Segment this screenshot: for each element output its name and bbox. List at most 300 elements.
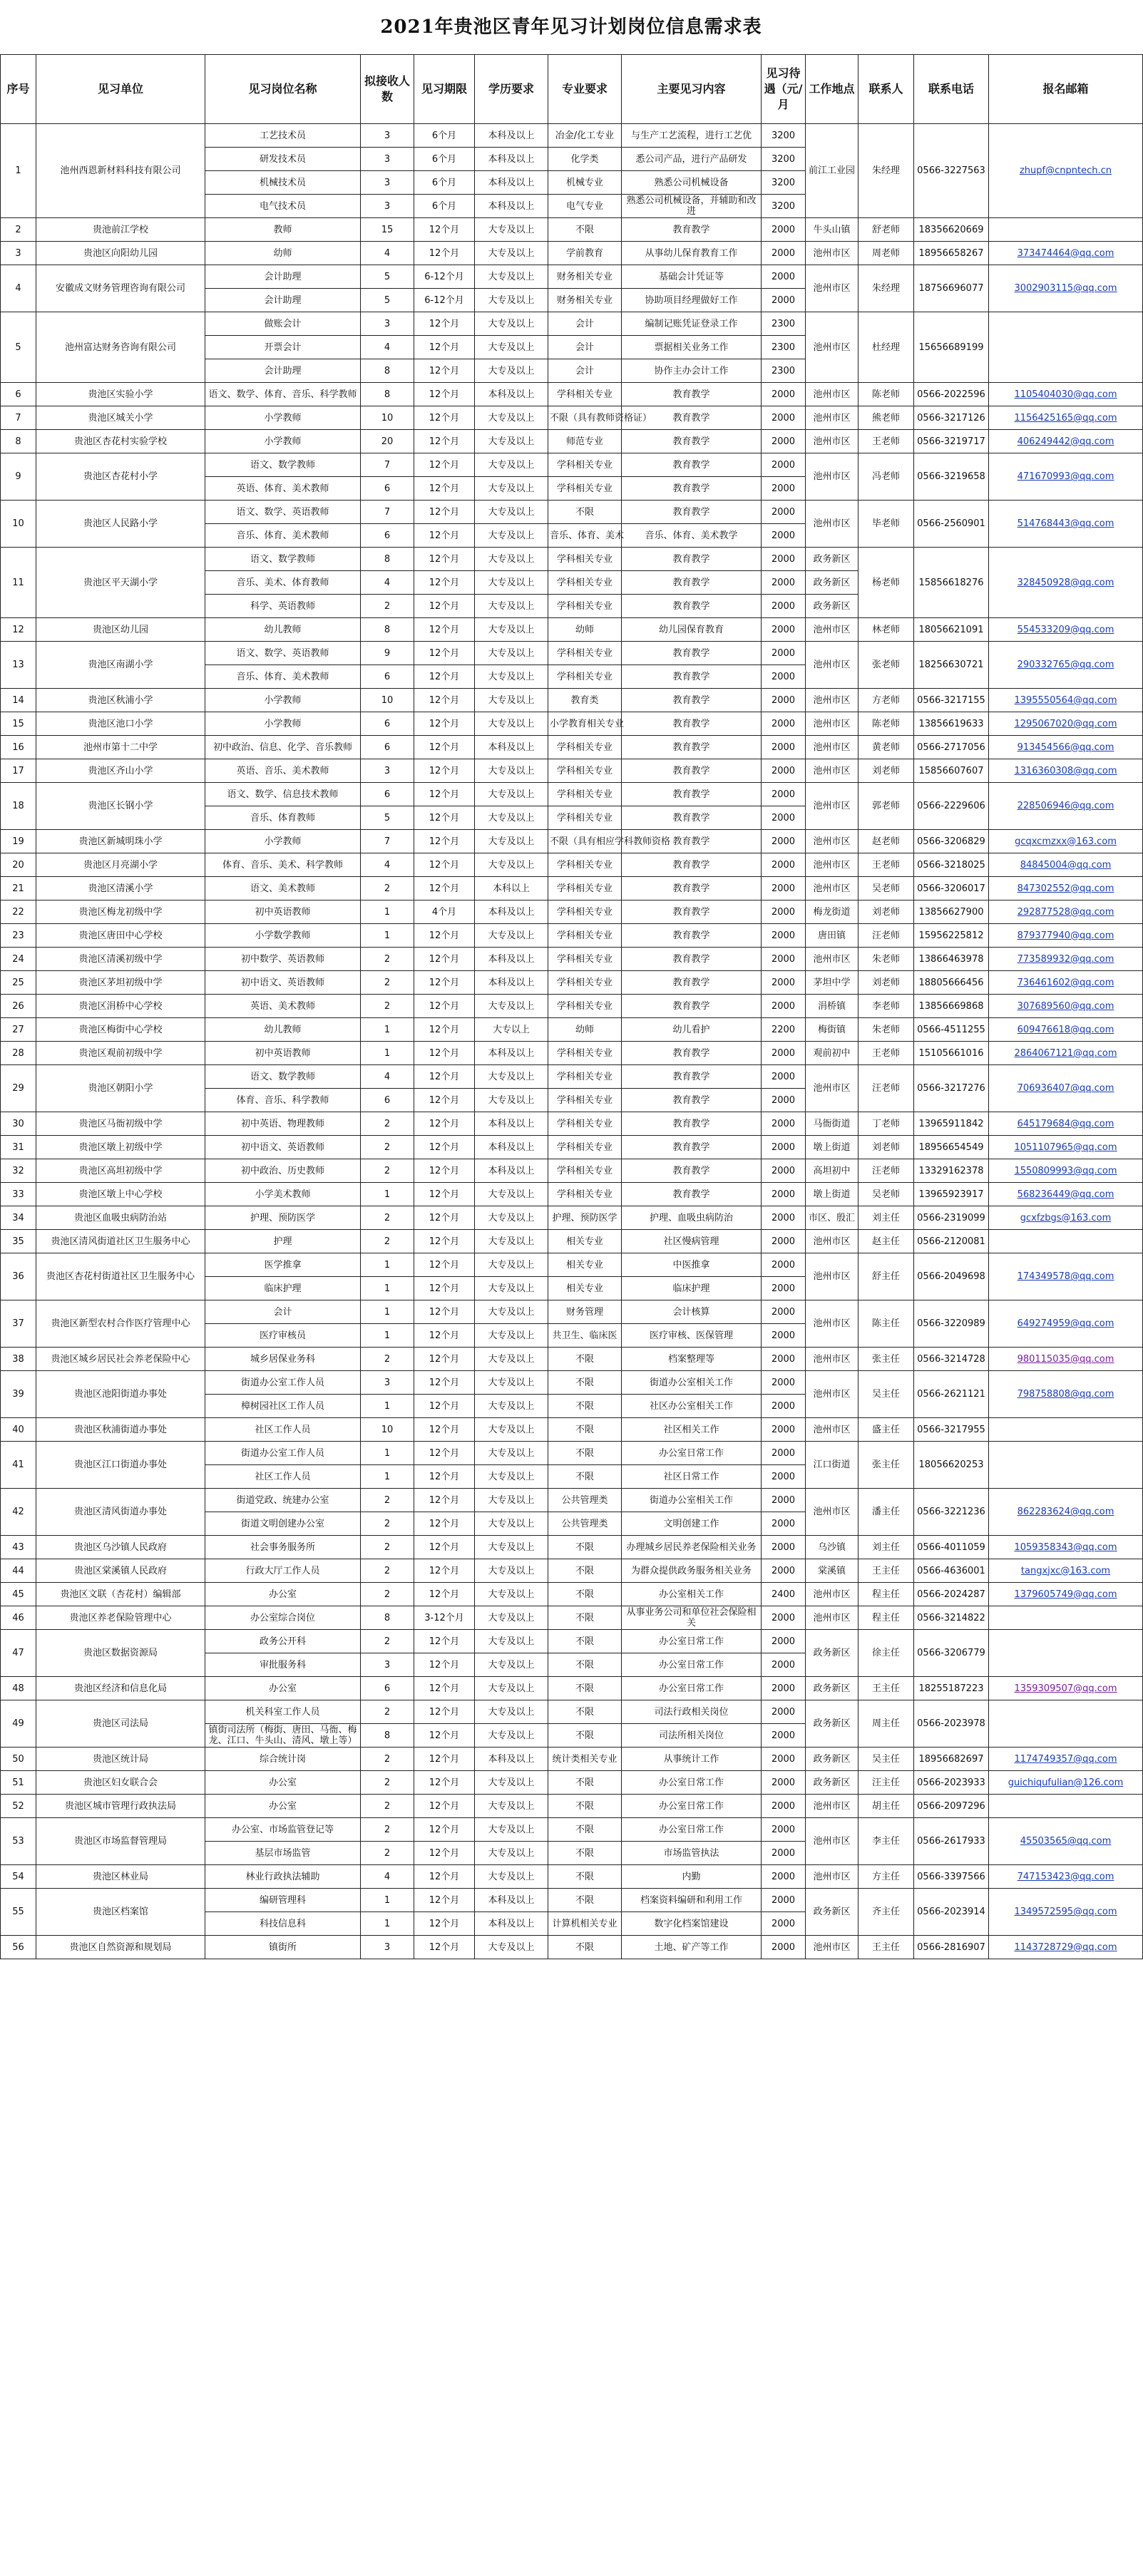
row-content: 教育教学	[622, 900, 762, 924]
row-content: 教育教学	[622, 783, 762, 806]
table-row	[1, 453, 1143, 477]
row-email[interactable]: 2864067121@qq.com	[989, 1042, 1143, 1065]
row-content: 幼儿园保育教育	[622, 618, 762, 642]
row-num: 1	[361, 1465, 414, 1489]
row-major: 学科相关专业	[548, 948, 622, 971]
row-contact: 王主任	[858, 1677, 914, 1700]
row-email[interactable]: 1316360308@qq.com	[989, 759, 1143, 783]
row-content: 办公室日常工作	[622, 1771, 762, 1795]
row-email	[989, 1606, 1143, 1630]
row-contact: 黄老师	[858, 736, 914, 759]
row-email[interactable]: 862283624@qq.com	[989, 1489, 1143, 1536]
row-major: 不限	[548, 1700, 622, 1724]
row-post: 会计助理	[205, 265, 361, 289]
row-phone: 0566-2229606	[914, 783, 989, 830]
row-unit: 贵池区林业局	[36, 1865, 205, 1889]
row-content: 档案资料编研和利用工作	[622, 1889, 762, 1912]
row-phone: 18956654549	[914, 1136, 989, 1159]
row-edu: 大专及以上	[475, 1771, 548, 1795]
table-row	[1, 430, 1143, 453]
row-place: 池州市区	[806, 406, 858, 430]
row-major: 学科相关专业	[548, 571, 622, 595]
row-term: 6个月	[414, 171, 475, 195]
row-phone: 0566-2023914	[914, 1889, 989, 1936]
row-phone: 18056620253	[914, 1442, 989, 1489]
row-email[interactable]: 645179684@qq.com	[989, 1112, 1143, 1136]
row-content: 内勤	[622, 1865, 762, 1889]
row-post: 临床护理	[205, 1277, 361, 1300]
row-num: 8	[361, 1724, 414, 1748]
row-term: 12个月	[414, 1348, 475, 1371]
row-phone: 0566-2022596	[914, 383, 989, 406]
row-post: 办公室、市场监管登记等	[205, 1818, 361, 1842]
row-edu: 本科及以上	[475, 195, 548, 218]
row-email[interactable]: zhupf@cnpntech.cn	[989, 124, 1143, 218]
row-term: 12个月	[414, 430, 475, 453]
row-content: 教育教学	[622, 477, 762, 501]
row-email[interactable]: 847302552@qq.com	[989, 877, 1143, 900]
row-email[interactable]: gcxfzbgs@163.com	[989, 1206, 1143, 1230]
row-major: 学科相关专业	[548, 383, 622, 406]
row-post: 护理	[205, 1230, 361, 1253]
row-major: 幼师	[548, 618, 622, 642]
row-unit: 贵池区长钢小学	[36, 783, 205, 830]
row-term: 12个月	[414, 1630, 475, 1653]
row-unit: 贵池区城乡居民社会养老保险中心	[36, 1348, 205, 1371]
row-term: 3-12个月	[414, 1606, 475, 1630]
row-term: 12个月	[414, 1089, 475, 1112]
row-phone: 18756696077	[914, 265, 989, 312]
row-term: 12个月	[414, 359, 475, 383]
row-pay: 2000	[762, 1230, 806, 1253]
table-row	[1, 1795, 1143, 1818]
row-unit: 贵池区高坦初级中学	[36, 1159, 205, 1183]
row-no: 37	[1, 1300, 36, 1348]
row-num: 1	[361, 1889, 414, 1912]
row-content: 办公室日常工作	[622, 1653, 762, 1677]
row-term: 6个月	[414, 195, 475, 218]
row-unit: 贵池区城市管理行政执法局	[36, 1795, 205, 1818]
row-email[interactable]: 554533209@qq.com	[989, 618, 1143, 642]
row-edu: 大专及以上	[475, 1795, 548, 1818]
row-term: 6个月	[414, 124, 475, 148]
row-pay: 2000	[762, 1348, 806, 1371]
row-place: 池州市区	[806, 1348, 858, 1371]
row-contact: 王老师	[858, 1042, 914, 1065]
row-contact: 方主任	[858, 1865, 914, 1889]
row-major: 学科相关专业	[548, 1065, 622, 1089]
row-pay: 2000	[762, 712, 806, 736]
row-num: 2	[361, 1159, 414, 1183]
row-no: 1	[1, 124, 36, 218]
row-pay: 2000	[762, 1371, 806, 1395]
row-edu: 大专及以上	[475, 1371, 548, 1395]
row-term: 12个月	[414, 1889, 475, 1912]
row-unit: 贵池区齐山小学	[36, 759, 205, 783]
row-place: 池州市区	[806, 830, 858, 853]
row-email[interactable]: 1295067020@qq.com	[989, 712, 1143, 736]
row-email[interactable]: guichiqufulian@126.com	[989, 1771, 1143, 1795]
row-num: 3	[361, 1653, 414, 1677]
row-edu: 本科及以上	[475, 1748, 548, 1771]
row-contact: 李老师	[858, 995, 914, 1018]
row-post: 音乐、体育、美术教师	[205, 665, 361, 689]
row-major: 学科相关专业	[548, 1183, 622, 1206]
row-post: 做账会计	[205, 312, 361, 336]
row-num: 2	[361, 1230, 414, 1253]
table-row	[1, 1442, 1143, 1465]
row-email[interactable]: tangxjxc@163.com	[989, 1559, 1143, 1583]
row-post: 社区工作人员	[205, 1418, 361, 1442]
row-place: 观前初中	[806, 1042, 858, 1065]
row-email[interactable]: 174349578@qq.com	[989, 1253, 1143, 1300]
row-unit: 贵池区涓桥中心学校	[36, 995, 205, 1018]
row-edu: 大专及以上	[475, 1936, 548, 1959]
row-email[interactable]: 879377940@qq.com	[989, 924, 1143, 948]
row-edu: 大专及以上	[475, 477, 548, 501]
row-place: 池州市区	[806, 1065, 858, 1112]
row-post: 电气技术员	[205, 195, 361, 218]
row-pay: 2000	[762, 759, 806, 783]
row-email[interactable]: 84845004@qq.com	[989, 853, 1143, 877]
row-place: 池州市区	[806, 618, 858, 642]
table-row	[1, 948, 1143, 971]
row-major: 会计	[548, 359, 622, 383]
row-post: 语文、数学、信息技术教师	[205, 783, 361, 806]
row-pay: 2000	[762, 1442, 806, 1465]
row-email[interactable]: gcqxcmzxx@163.com	[989, 830, 1143, 853]
row-term: 12个月	[414, 853, 475, 877]
row-unit: 贵池区茅坦初级中学	[36, 971, 205, 995]
row-content: 教育教学	[622, 548, 762, 571]
row-post: 语文、数学教师	[205, 548, 361, 571]
row-num: 7	[361, 830, 414, 853]
row-major: 不限	[548, 1583, 622, 1606]
row-pay: 2000	[762, 948, 806, 971]
row-pay: 2000	[762, 877, 806, 900]
row-no: 32	[1, 1159, 36, 1183]
row-content: 教育教学	[622, 453, 762, 477]
table-row	[1, 312, 1143, 336]
row-email[interactable]: 913454566@qq.com	[989, 736, 1143, 759]
row-pay: 2000	[762, 524, 806, 548]
row-term: 12个月	[414, 1842, 475, 1865]
row-unit: 贵池区清风街道社区卫生服务中心	[36, 1230, 205, 1253]
row-content: 教育教学	[622, 853, 762, 877]
row-post: 林业行政执法辅助	[205, 1865, 361, 1889]
row-email[interactable]: 3002903115@qq.com	[989, 265, 1143, 312]
row-email[interactable]: 514768443@qq.com	[989, 501, 1143, 548]
row-major: 相关专业	[548, 1253, 622, 1277]
row-content: 教育教学	[622, 830, 762, 853]
row-major: 音乐、体育、美术	[548, 524, 622, 548]
row-email[interactable]: 307689560@qq.com	[989, 995, 1143, 1018]
row-contact: 王老师	[858, 853, 914, 877]
row-email[interactable]: 45503565@qq.com	[989, 1818, 1143, 1865]
row-content: 办公室日常工作	[622, 1818, 762, 1842]
row-place: 马衙街道	[806, 1112, 858, 1136]
row-no: 25	[1, 971, 36, 995]
table-row	[1, 1936, 1143, 1959]
row-email[interactable]: 290332765@qq.com	[989, 642, 1143, 689]
row-major: 不限	[548, 1418, 622, 1442]
row-place: 涓桥镇	[806, 995, 858, 1018]
row-email	[989, 1700, 1143, 1748]
row-edu: 大专及以上	[475, 1865, 548, 1889]
row-place: 墩上街道	[806, 1183, 858, 1206]
row-no: 4	[1, 265, 36, 312]
row-email[interactable]: 292877528@qq.com	[989, 900, 1143, 924]
row-edu: 大专及以上	[475, 642, 548, 665]
row-place: 池州市区	[806, 1606, 858, 1630]
row-email[interactable]: 980115035@qq.com	[989, 1348, 1143, 1371]
row-email[interactable]: 328450928@qq.com	[989, 548, 1143, 618]
row-edu: 大专及以上	[475, 524, 548, 548]
row-pay: 2000	[762, 265, 806, 289]
row-email	[989, 1230, 1143, 1253]
row-unit: 贵池区妇女联合会	[36, 1771, 205, 1795]
row-num: 2	[361, 948, 414, 971]
row-no: 44	[1, 1559, 36, 1583]
row-post: 镇街司法所（梅街、唐田、马衙、梅龙、江口、牛头山、清风、墩上等）	[205, 1724, 361, 1748]
row-term: 12个月	[414, 1159, 475, 1183]
row-major: 不限（具有相应学科教师资格	[548, 830, 622, 853]
row-major: 学科相关专业	[548, 736, 622, 759]
row-content: 档案整理等	[622, 1348, 762, 1371]
row-post: 小学教师	[205, 430, 361, 453]
row-content: 教育教学	[622, 736, 762, 759]
table-row	[1, 1065, 1143, 1089]
row-post: 初中英语教师	[205, 900, 361, 924]
row-pay: 2000	[762, 1277, 806, 1300]
row-place: 池州市区	[806, 430, 858, 453]
row-content: 护理、血吸虫病防治	[622, 1206, 762, 1230]
row-email[interactable]: 1359309507@qq.com	[989, 1677, 1143, 1700]
header-content: 主要见习内容	[622, 55, 762, 124]
row-unit: 贵池区城关小学	[36, 406, 205, 430]
row-content: 办公室日常工作	[622, 1630, 762, 1653]
row-unit: 贵池区秋浦街道办事处	[36, 1418, 205, 1442]
row-pay: 3200	[762, 171, 806, 195]
row-edu: 大专及以上	[475, 1700, 548, 1724]
row-major: 师范专业	[548, 430, 622, 453]
row-major: 不限	[548, 1865, 622, 1889]
row-pay: 2000	[762, 1653, 806, 1677]
row-content: 司法所相关岗位	[622, 1724, 762, 1748]
row-edu: 大专及以上	[475, 1183, 548, 1206]
row-num: 1	[361, 1253, 414, 1277]
row-email[interactable]: 1395550564@qq.com	[989, 689, 1143, 712]
row-post: 机械技术员	[205, 171, 361, 195]
table-row	[1, 1889, 1143, 1912]
row-email[interactable]: 609476618@qq.com	[989, 1018, 1143, 1042]
row-phone: 0566-3206829	[914, 830, 989, 853]
row-post: 音乐、美术、体育教师	[205, 571, 361, 595]
row-no: 51	[1, 1771, 36, 1795]
row-place: 池州市区	[806, 383, 858, 406]
row-edu: 大专及以上	[475, 783, 548, 806]
row-email[interactable]: 1051107965@qq.com	[989, 1136, 1143, 1159]
row-place: 牛头山镇	[806, 218, 858, 242]
document-title: 2021年贵池区青年见习计划岗位信息需求表	[380, 16, 762, 38]
row-place: 池州市区	[806, 642, 858, 689]
row-unit: 贵池区文联（杏花村）编辑部	[36, 1583, 205, 1606]
row-edu: 大专及以上	[475, 1465, 548, 1489]
row-term: 12个月	[414, 1183, 475, 1206]
row-contact: 周老师	[858, 242, 914, 265]
row-no: 5	[1, 312, 36, 383]
row-num: 4	[361, 571, 414, 595]
row-place: 政务新区	[806, 571, 858, 595]
row-contact: 冯老师	[858, 453, 914, 501]
table-row	[1, 1818, 1143, 1842]
row-email[interactable]: 1143728729@qq.com	[989, 1936, 1143, 1959]
row-content: 社区相关工作	[622, 1418, 762, 1442]
row-contact: 汪老师	[858, 924, 914, 948]
row-term: 12个月	[414, 1865, 475, 1889]
row-post: 研发技术员	[205, 148, 361, 171]
row-content: 音乐、体育、美术教学	[622, 524, 762, 548]
row-no: 36	[1, 1253, 36, 1300]
row-pay: 2000	[762, 642, 806, 665]
row-num: 9	[361, 642, 414, 665]
header-major: 专业要求	[548, 55, 622, 124]
row-email[interactable]: 1349572595@qq.com	[989, 1889, 1143, 1936]
row-no: 50	[1, 1748, 36, 1771]
row-place: 池州市区	[806, 759, 858, 783]
row-email[interactable]: 471670993@qq.com	[989, 453, 1143, 501]
row-major: 学科相关专业	[548, 900, 622, 924]
row-place: 池州市区	[806, 1418, 858, 1442]
row-email[interactable]: 706936407@qq.com	[989, 1065, 1143, 1112]
row-term: 12个月	[414, 1912, 475, 1936]
row-edu: 大专及以上	[475, 1065, 548, 1089]
row-content: 数字化档案馆建设	[622, 1912, 762, 1936]
row-no: 47	[1, 1630, 36, 1677]
row-pay: 2000	[762, 1700, 806, 1724]
row-email[interactable]: 228506946@qq.com	[989, 783, 1143, 830]
row-term: 12个月	[414, 783, 475, 806]
row-email[interactable]: 1105404030@qq.com	[989, 383, 1143, 406]
row-email[interactable]: 1059358343@qq.com	[989, 1536, 1143, 1559]
row-unit: 贵池区自然资源和规划局	[36, 1936, 205, 1959]
row-phone: 18256630721	[914, 642, 989, 689]
row-phone: 13856669868	[914, 995, 989, 1018]
row-post: 幼师	[205, 242, 361, 265]
row-num: 8	[361, 1606, 414, 1630]
row-email[interactable]: 1379605749@qq.com	[989, 1583, 1143, 1606]
row-term: 12个月	[414, 1018, 475, 1042]
row-term: 12个月	[414, 665, 475, 689]
row-email[interactable]: 568236449@qq.com	[989, 1183, 1143, 1206]
row-major: 相关专业	[548, 1230, 622, 1253]
row-pay: 2000	[762, 995, 806, 1018]
row-email[interactable]: 736461602@qq.com	[989, 971, 1143, 995]
row-pay: 2000	[762, 1395, 806, 1418]
row-term: 12个月	[414, 830, 475, 853]
table-row	[1, 1865, 1143, 1889]
row-email[interactable]: 773589932@qq.com	[989, 948, 1143, 971]
row-major: 幼师	[548, 1018, 622, 1042]
row-phone: 15656689199	[914, 312, 989, 383]
row-unit: 贵池区观前初级中学	[36, 1042, 205, 1065]
row-unit: 贵池区市场监督管理局	[36, 1818, 205, 1865]
row-major: 学科相关专业	[548, 665, 622, 689]
row-email[interactable]: 747153423@qq.com	[989, 1865, 1143, 1889]
row-no: 9	[1, 453, 36, 501]
row-email[interactable]: 1156425165@qq.com	[989, 406, 1143, 430]
row-email[interactable]: 649274959@qq.com	[989, 1300, 1143, 1348]
row-email[interactable]: 373474464@qq.com	[989, 242, 1143, 265]
row-unit: 贵池区杏花村小学	[36, 453, 205, 501]
row-email[interactable]: 1550809993@qq.com	[989, 1159, 1143, 1183]
row-major: 公共管理类	[548, 1512, 622, 1536]
row-post: 会计助理	[205, 359, 361, 383]
row-unit: 贵池区朝阳小学	[36, 1065, 205, 1112]
row-edu: 大专及以上	[475, 501, 548, 524]
row-no: 26	[1, 995, 36, 1018]
row-edu: 本科及以上	[475, 124, 548, 148]
row-phone: 0566-2621121	[914, 1371, 989, 1418]
row-term: 12个月	[414, 736, 475, 759]
row-no: 10	[1, 501, 36, 548]
row-post: 办公室	[205, 1771, 361, 1795]
row-email[interactable]: 1174749357@qq.com	[989, 1748, 1143, 1771]
row-post: 初中语文、英语教师	[205, 1136, 361, 1159]
row-phone: 0566-4011059	[914, 1536, 989, 1559]
table-row	[1, 1606, 1143, 1630]
row-phone: 18056621091	[914, 618, 989, 642]
row-place: 池州市区	[806, 242, 858, 265]
row-unit: 贵池区唐田中心学校	[36, 924, 205, 948]
row-term: 6个月	[414, 148, 475, 171]
row-major: 教育类	[548, 689, 622, 712]
row-place: 池州市区	[806, 689, 858, 712]
row-term: 12个月	[414, 501, 475, 524]
row-content: 中医推拿	[622, 1253, 762, 1277]
row-no: 42	[1, 1489, 36, 1536]
header-unit: 见习单位	[36, 55, 205, 124]
row-edu: 本科及以上	[475, 1889, 548, 1912]
row-num: 1	[361, 1183, 414, 1206]
row-place: 梅龙街道	[806, 900, 858, 924]
table-row	[1, 830, 1143, 853]
row-edu: 本科及以上	[475, 1912, 548, 1936]
row-unit: 贵池区池阳街道办事处	[36, 1371, 205, 1418]
row-major: 学科相关专业	[548, 1112, 622, 1136]
row-no: 15	[1, 712, 36, 736]
row-email[interactable]: 798758808@qq.com	[989, 1371, 1143, 1418]
row-content: 教育教学	[622, 759, 762, 783]
row-email[interactable]: 406249442@qq.com	[989, 430, 1143, 453]
row-content: 教育教学	[622, 430, 762, 453]
row-major: 公共管理类	[548, 1489, 622, 1512]
row-post: 城乡居保业务科	[205, 1348, 361, 1371]
row-post: 幼儿教师	[205, 1018, 361, 1042]
header-edu: 学历要求	[475, 55, 548, 124]
row-contact: 舒老师	[858, 218, 914, 242]
row-content: 教育教学	[622, 1042, 762, 1065]
row-edu: 本科及以上	[475, 948, 548, 971]
row-edu: 大专及以上	[475, 312, 548, 336]
row-num: 10	[361, 1418, 414, 1442]
row-post: 语文、数学、英语教师	[205, 501, 361, 524]
table-row	[1, 1559, 1143, 1583]
row-no: 21	[1, 877, 36, 900]
row-no: 41	[1, 1442, 36, 1489]
row-content: 办公室相关工作	[622, 1583, 762, 1606]
row-major: 学科相关专业	[548, 759, 622, 783]
